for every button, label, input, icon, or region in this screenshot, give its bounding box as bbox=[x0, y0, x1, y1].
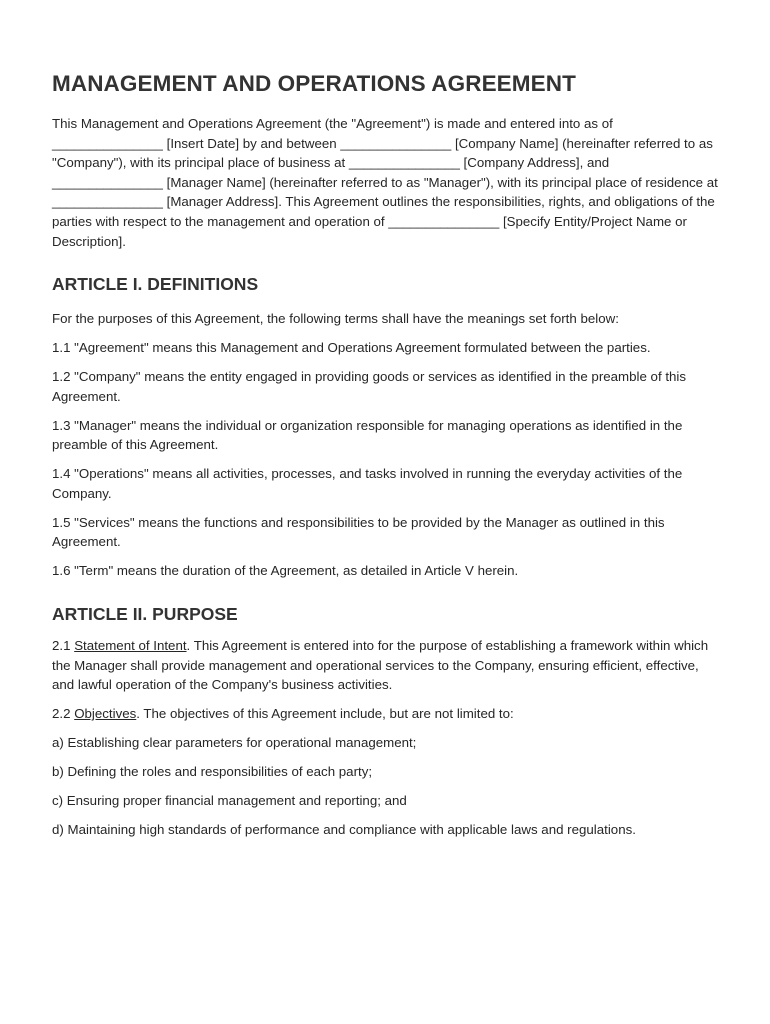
objective-item: a) Establishing clear parameters for operational management; bbox=[52, 735, 417, 751]
intro-paragraph: This Management and Operations Agreement (the "Agreement") is made and entered into as of _______________ [Insert Date] by and between _______________ [Company Name] (hereinafter referred to as "Company"), with its principal place of business at _______________ [Company Address], and _______________ [Manager Name] (hereinafter referred to as "Manager"), with its principal place of residence at _______________ [Manager Address]. This Agreement outlines the responsibilities, rights, and obligations of the parties with respect to the management and operation of _______________ [Specify Entity/Project Name or Description]. bbox=[52, 116, 718, 249]
definition-item: 1.1 "Agreement" means this Management and Operations Agreement formulated between the parties. bbox=[52, 340, 651, 356]
document-title: MANAGEMENT AND OPERATIONS AGREEMENT bbox=[52, 71, 576, 96]
definition-item: 1.4 "Operations" means all activities, processes, and tasks involved in running the everyday activities of the Company. bbox=[52, 466, 683, 501]
objective-item: c) Ensuring proper financial management and reporting; and bbox=[52, 793, 407, 809]
section-term: Statement of Intent bbox=[74, 638, 187, 654]
section-2-1 bbox=[52, 636, 722, 695]
objective-item: b) Defining the roles and responsibilities of each party; bbox=[52, 764, 373, 780]
definition-item: 1.2 "Company" means the entity engaged in providing goods or services as identified in the preamble of this Agreement. bbox=[52, 369, 687, 404]
section-text: . This Agreement is entered into for the purpose of establishing a framework within which the Manager shall provide management and operational services to the Company, ensuring efficient, effective, and lawful operation of the Company's business activities. bbox=[52, 638, 709, 693]
definition-item: 1.5 "Services" means the functions and responsibilities to be provided by the Manager as outlined in this Agreement. bbox=[52, 514, 665, 550]
section-number: 2.1 bbox=[52, 638, 75, 654]
definition-item: 1.3 "Manager" means the individual or organization responsible for managing operations as identified in the preamble of this Agreement. bbox=[52, 417, 683, 453]
article-2-heading: ARTICLE II. PURPOSE bbox=[52, 604, 238, 625]
section-2-2 bbox=[52, 704, 722, 724]
section-number: 2.2 bbox=[52, 706, 75, 722]
objective-item: d) Maintaining high standards of performance and compliance with applicable laws and regulations. bbox=[52, 822, 636, 838]
article-1-heading: ARTICLE I. DEFINITIONS bbox=[52, 274, 259, 295]
section-text: . The objectives of this Agreement include, but are not limited to: bbox=[136, 706, 514, 722]
section-term: Objectives bbox=[74, 706, 137, 722]
definitions-lead: For the purposes of this Agreement, the following terms shall have the meanings set forth below: bbox=[52, 311, 619, 327]
document-page bbox=[52, 68, 722, 849]
definition-item: 1.6 "Term" means the duration of the Agreement, as detailed in Article V herein. bbox=[52, 563, 519, 579]
